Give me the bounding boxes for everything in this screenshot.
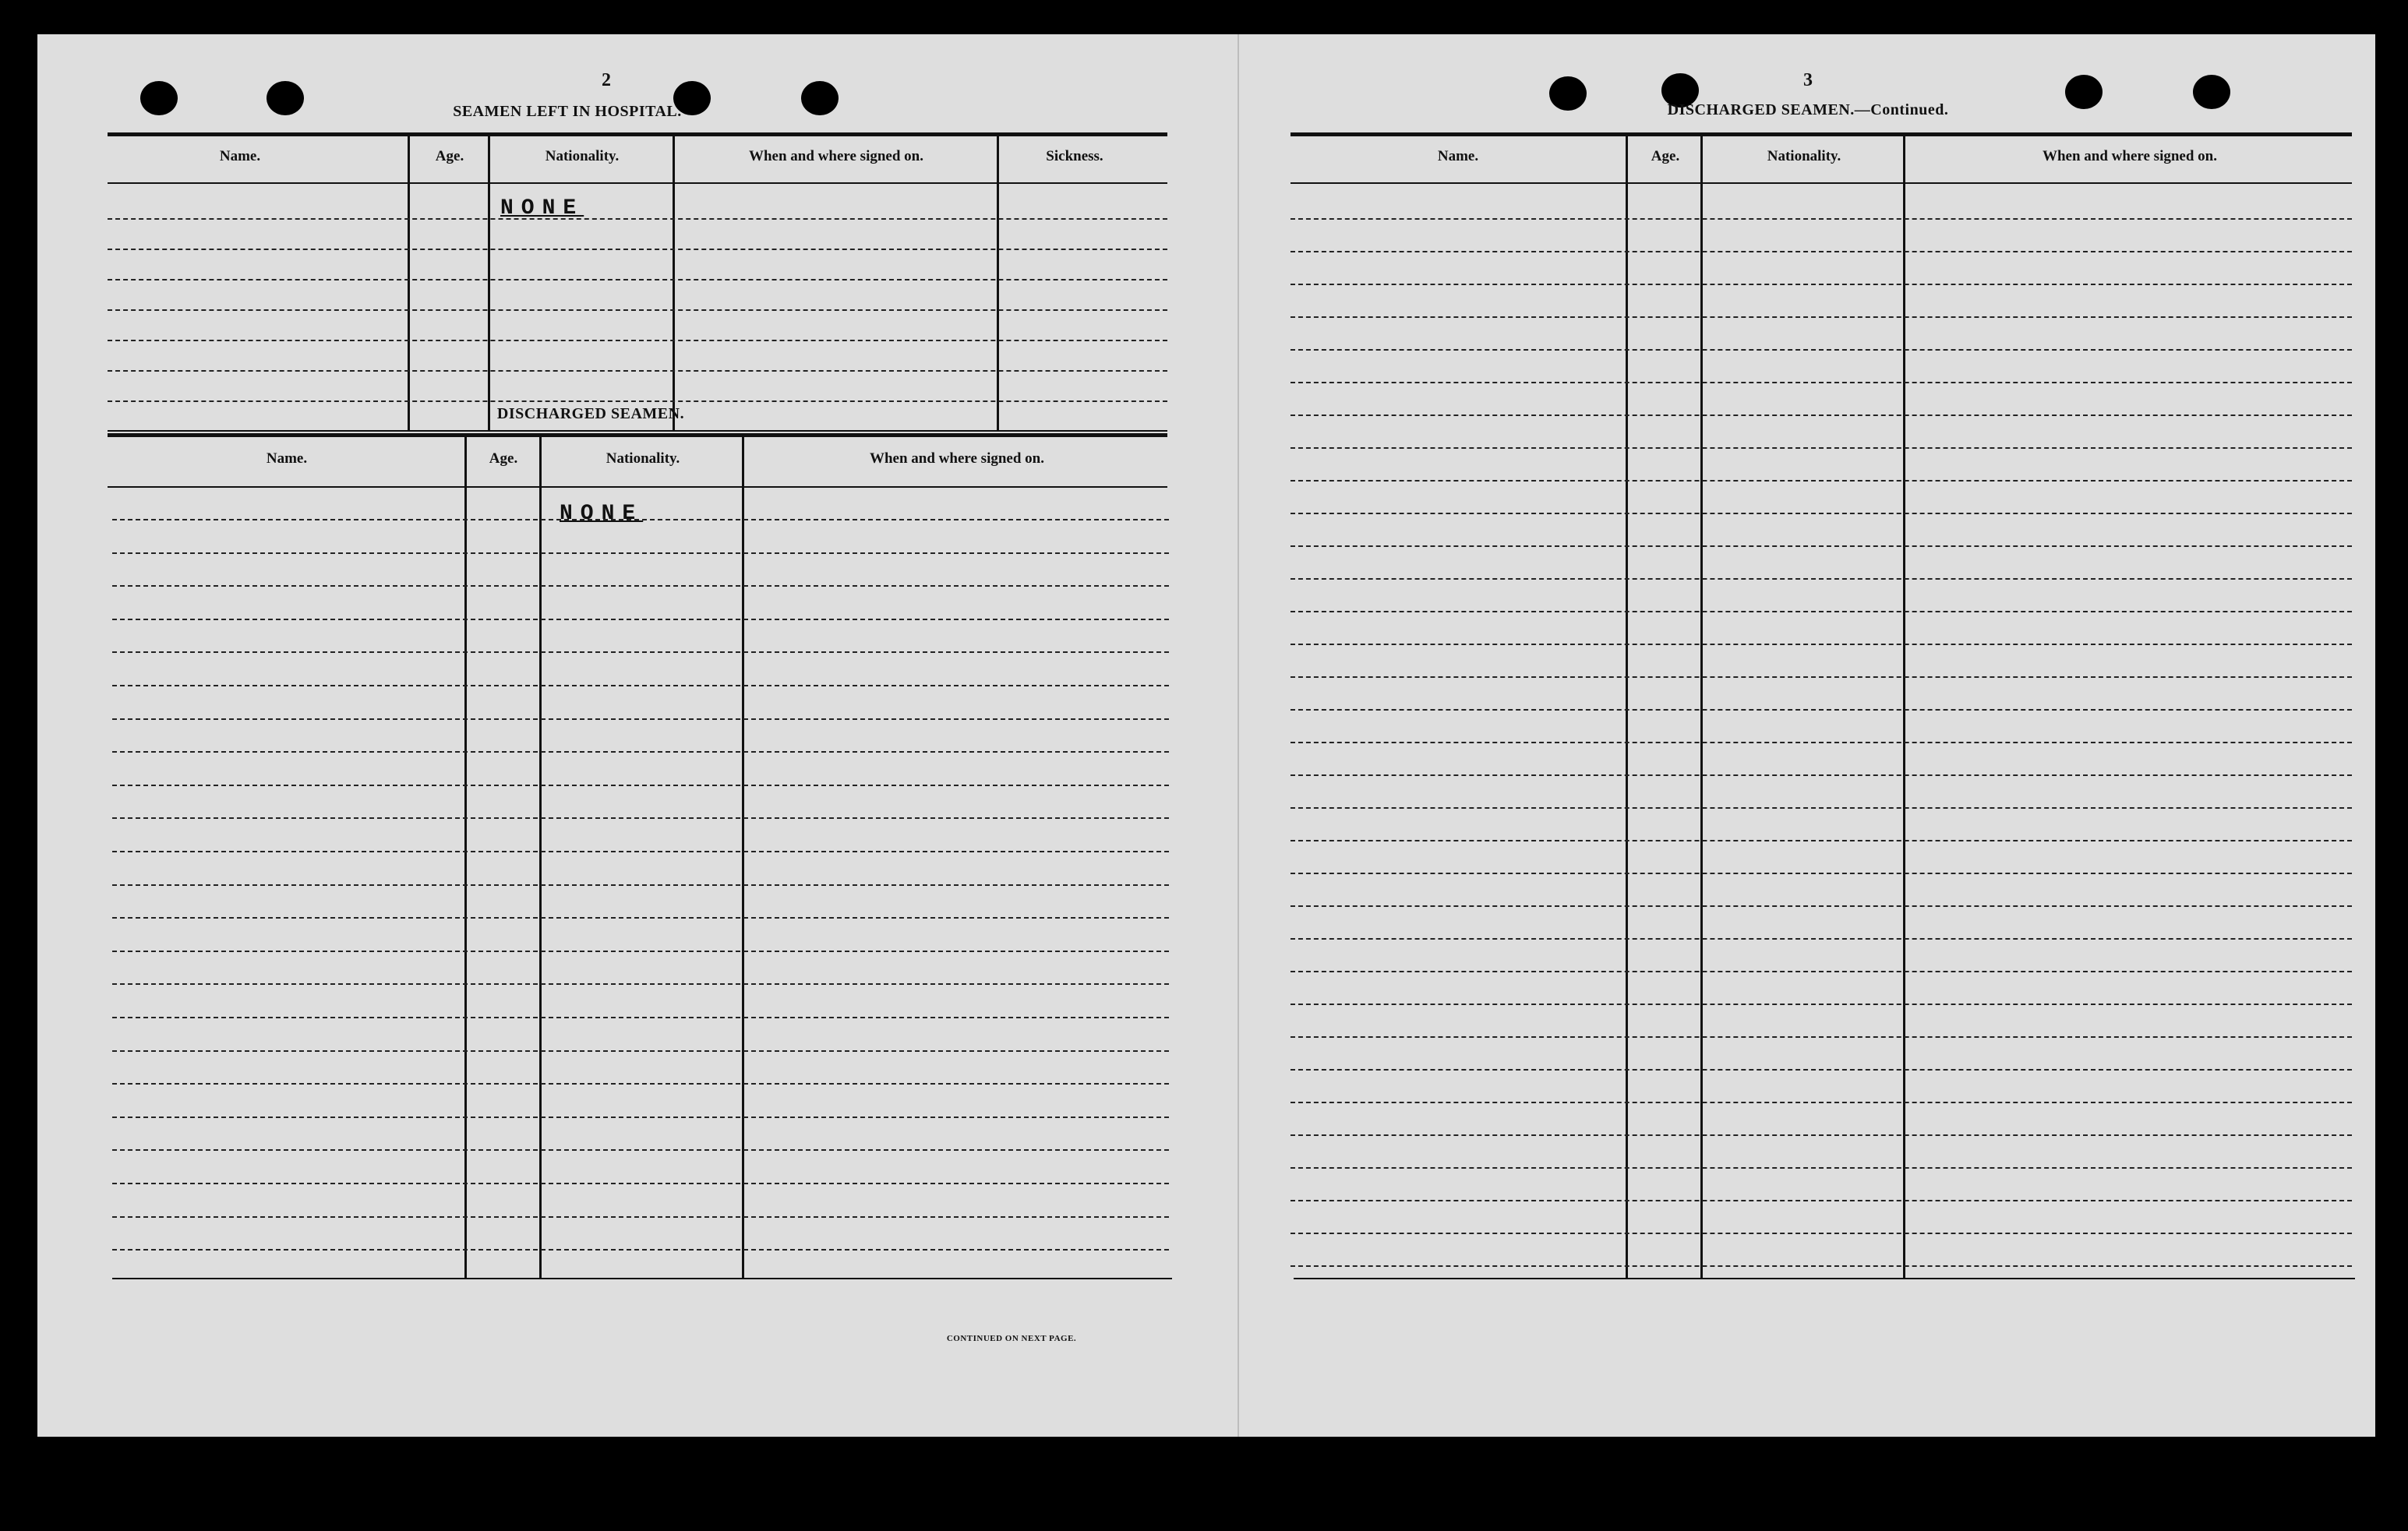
hospital-col-divider: [488, 136, 490, 430]
ruled-line: [112, 1017, 1169, 1018]
ruled-line: [112, 1249, 1169, 1251]
ruled-line: [1291, 1004, 2352, 1005]
hospital-header-name: Name.: [219, 148, 261, 164]
hospital-col-divider: [673, 136, 675, 430]
ruled-line: [112, 817, 1169, 819]
discharged-col-divider: [464, 436, 467, 1278]
hospital-bottom-rule: [108, 430, 1167, 432]
ruled-line: [1291, 218, 2352, 220]
ruled-line: [108, 249, 1167, 250]
ruled-line: [1291, 545, 2352, 547]
ruled-line: [1291, 905, 2352, 907]
ruled-line: [112, 1050, 1169, 1052]
hospital-col-divider: [408, 136, 410, 430]
ruled-line: [112, 884, 1169, 886]
hospital-col-divider: [997, 136, 999, 430]
hospital-section-title: SEAMEN LEFT IN HOSPITAL.: [453, 103, 682, 120]
right-bottom-rule: [1294, 1278, 2355, 1279]
ruled-line: [1291, 938, 2352, 940]
ruled-line: [112, 951, 1169, 952]
ruled-line: [1291, 1069, 2352, 1071]
right-header-age: Age.: [1651, 148, 1680, 164]
ruled-line: [108, 370, 1167, 372]
ruled-line: [1291, 316, 2352, 318]
discharged-top-rule: [108, 433, 1167, 437]
ruled-line: [112, 651, 1169, 653]
continued-note: CONTINUED ON NEXT PAGE.: [946, 1334, 1077, 1343]
discharged-section-title: DISCHARGED SEAMEN.: [496, 405, 685, 422]
hospital-none-entry: NONE: [500, 196, 584, 220]
ruled-line: [1291, 644, 2352, 645]
ruled-line: [1291, 873, 2352, 874]
right-page: [1239, 34, 2375, 1437]
right-col-divider: [1700, 136, 1703, 1278]
right-header-rule: [1291, 182, 2352, 184]
discharged-header-rule: [108, 486, 1167, 488]
ruled-line: [112, 1183, 1169, 1184]
ruled-line: [1291, 513, 2352, 514]
ruled-line: [108, 400, 1167, 402]
discharged-col-divider: [742, 436, 744, 1278]
discharged-header-signed-on: When and where signed on.: [869, 450, 1044, 467]
ruled-line: [108, 309, 1167, 311]
ruled-line: [112, 685, 1169, 686]
ruled-line: [108, 218, 1167, 220]
ruled-line: [1291, 1200, 2352, 1201]
ruled-line: [1291, 611, 2352, 612]
ruled-line: [1291, 284, 2352, 285]
right-header-nationality: Nationality.: [1767, 148, 1841, 164]
right-header-name: Name.: [1437, 148, 1479, 164]
ruled-line: [1291, 1102, 2352, 1103]
ruled-line: [1291, 414, 2352, 416]
ruled-line: [1291, 774, 2352, 776]
discharged-none-entry: NONE: [560, 502, 644, 526]
left-page: [37, 34, 1238, 1437]
right-top-rule: [1291, 132, 2352, 136]
ruled-line: [1291, 742, 2352, 743]
ruled-line: [1291, 578, 2352, 580]
document-sheet: [37, 34, 2375, 1437]
hospital-header-signed-on: When and where signed on.: [748, 148, 923, 164]
ruled-line: [1291, 447, 2352, 449]
ruled-line: [112, 917, 1169, 919]
discharged-continued-title: DISCHARGED SEAMEN.—Continued.: [1667, 101, 1949, 118]
ruled-line: [1291, 1167, 2352, 1169]
ruled-line: [112, 851, 1169, 852]
discharged-header-name: Name.: [266, 450, 308, 467]
page-number: 3: [1803, 70, 1813, 90]
ruled-line: [1291, 709, 2352, 711]
ruled-line: [1291, 349, 2352, 351]
ruled-line: [112, 751, 1169, 753]
ruled-line: [112, 1216, 1169, 1218]
ruled-line: [1291, 840, 2352, 841]
right-col-divider: [1626, 136, 1628, 1278]
discharged-col-divider: [539, 436, 542, 1278]
ruled-line: [112, 983, 1169, 985]
hospital-header-rule: [108, 182, 1167, 184]
ruled-line: [1291, 1036, 2352, 1038]
hospital-header-age: Age.: [435, 148, 464, 164]
ruled-line: [1291, 1265, 2352, 1267]
right-header-signed-on: When and where signed on.: [2042, 148, 2217, 164]
ruled-line: [1291, 971, 2352, 972]
ruled-line: [1291, 382, 2352, 383]
ruled-line: [108, 279, 1167, 280]
ruled-line: [112, 1149, 1169, 1151]
page-number: 2: [602, 70, 611, 90]
ruled-line: [112, 585, 1169, 587]
ruled-line: [112, 1083, 1169, 1085]
ruled-line: [1291, 807, 2352, 809]
ruled-line: [112, 552, 1169, 554]
ruled-line: [112, 519, 1169, 520]
ruled-line: [112, 619, 1169, 620]
discharged-bottom-rule: [112, 1278, 1172, 1279]
ruled-line: [1291, 1233, 2352, 1234]
right-col-divider: [1903, 136, 1905, 1278]
ruled-line: [1291, 480, 2352, 482]
discharged-header-nationality: Nationality.: [606, 450, 680, 467]
ruled-line: [1291, 251, 2352, 252]
ruled-line: [108, 340, 1167, 341]
ruled-line: [1291, 1134, 2352, 1136]
ruled-line: [112, 718, 1169, 720]
ruled-line: [112, 1117, 1169, 1118]
hospital-top-rule: [108, 132, 1167, 136]
ruled-line: [1291, 676, 2352, 678]
discharged-header-age: Age.: [489, 450, 518, 467]
hospital-header-sickness: Sickness.: [1046, 148, 1103, 164]
hospital-header-nationality: Nationality.: [545, 148, 620, 164]
ruled-line: [112, 785, 1169, 786]
